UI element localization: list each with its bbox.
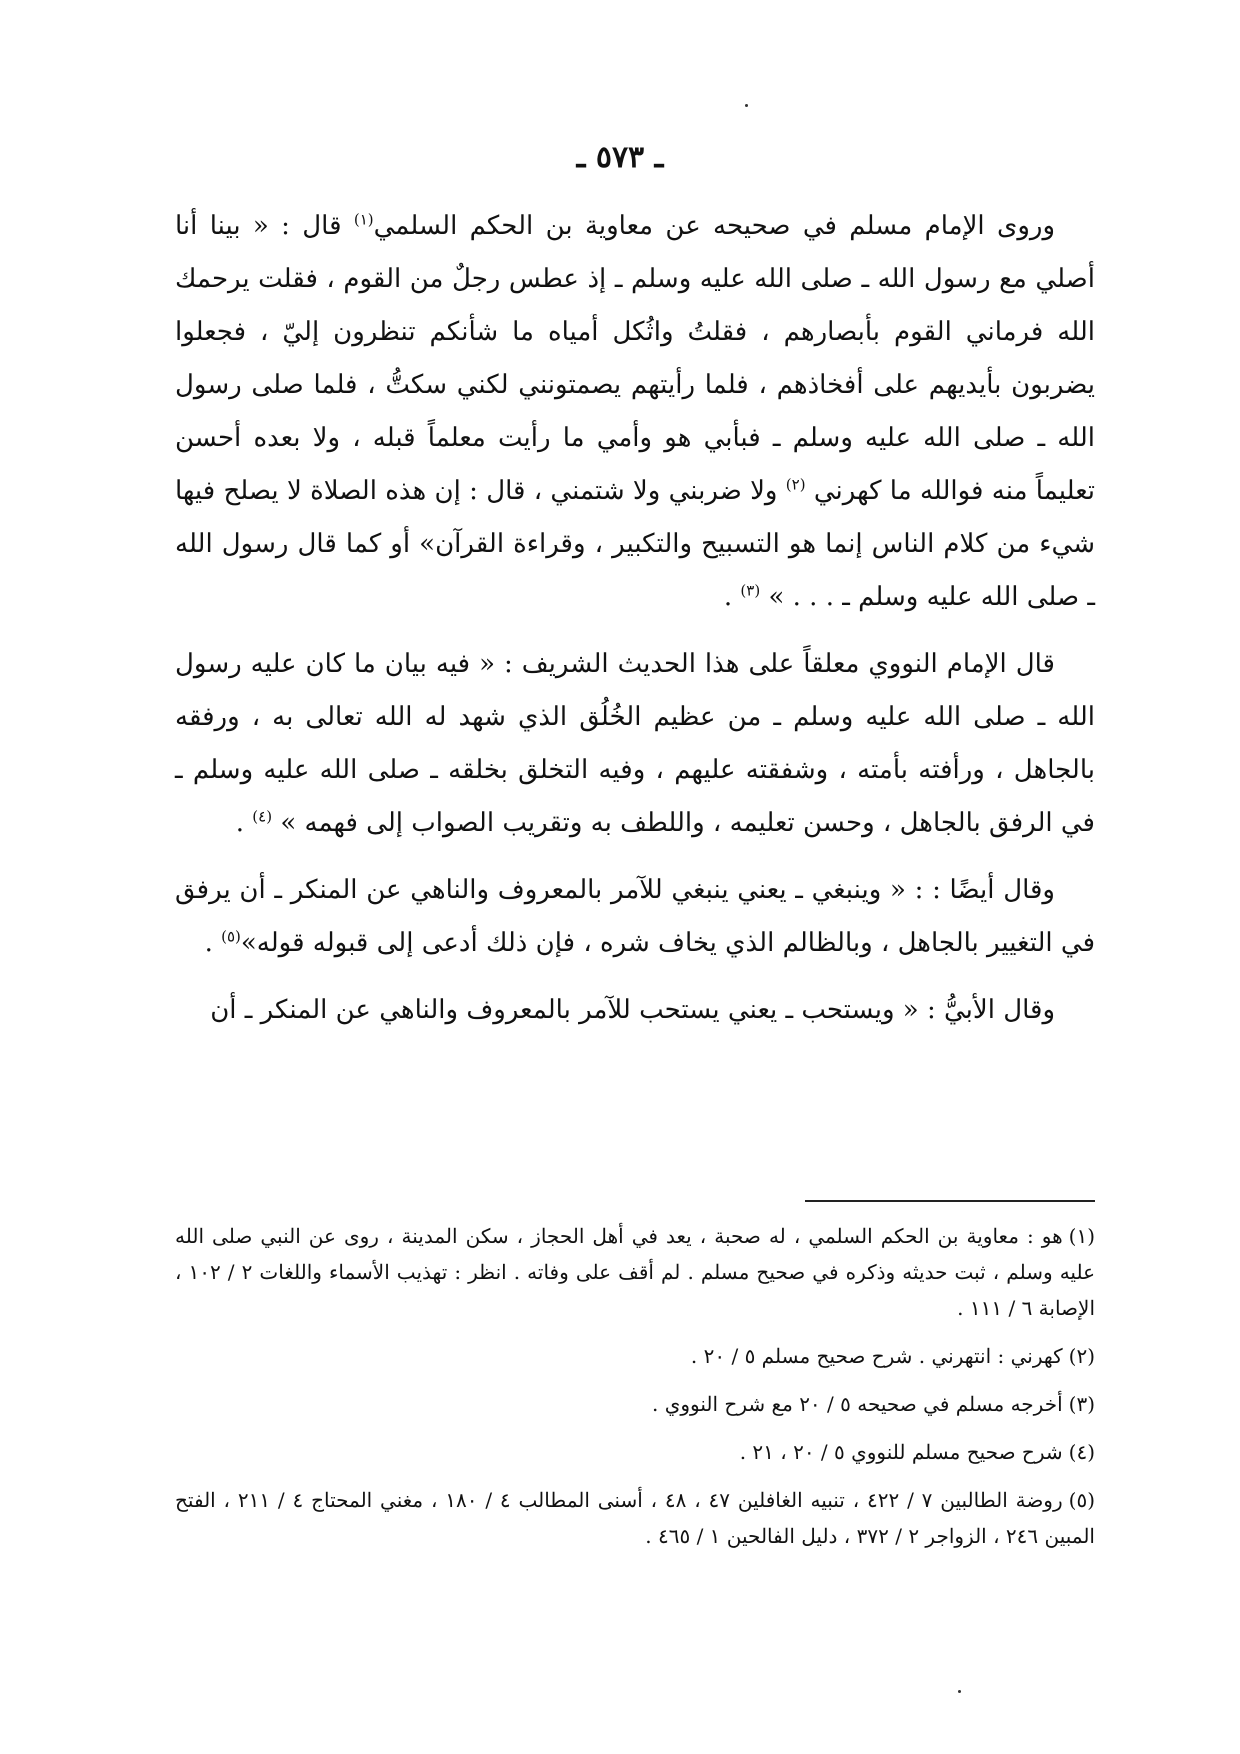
footnotes xyxy=(175,1218,1095,1566)
footnote-text: كهرني : انتهرني . شرح صحيح مسلم ٥ / ٢٠ . xyxy=(690,1344,1063,1368)
paragraph-text: ولا ضربني ولا شتمني ، قال : إن هذه الصلاة لا يصلح فيها شيء من كلام الناس إنما هو التسبيح والتكبير ، وقراءة القرآن» أو كما قال رسول الله ـ صلى الله عليه وسلم ـ . . . » xyxy=(175,476,1095,612)
footnote-ref-2: (٢) xyxy=(785,475,806,494)
scan-speck xyxy=(958,1690,961,1693)
paragraph-2 xyxy=(175,638,1095,850)
footnote-mark: (٢) xyxy=(1068,1344,1095,1368)
paragraph-text: . xyxy=(235,808,253,838)
paragraph-text: وروى الإمام مسلم في صحيحه عن معاوية بن الحكم السلمي xyxy=(373,211,1055,241)
footnote-mark: (١) xyxy=(1068,1224,1095,1248)
footnote-ref-3: (٣) xyxy=(740,581,761,600)
footnote-1 xyxy=(175,1218,1095,1326)
footnote-text: روضة الطالبين ٧ / ٤٢٢ ، تنبيه الغافلين ٤٧ ، ٤٨ ، أسنى المطالب ٤ / ١٨٠ ، مغني المحتاج ٤ / ٢١١ ، الفتح المبين ٢٤٦ ، الزواجر ٢ / ٣٧٢ ، دليل الفالحين ١ / ٤٦٥ . xyxy=(175,1488,1095,1548)
paragraph-text: قال الإمام النووي معلقاً على هذا الحديث الشريف : « فيه بيان ما كان عليه رسول الله ـ صلى الله عليه وسلم ـ من عظيم الخُلُق الذي شهد له الله تعالى به ، ورفقه بالجاهل ، ورأفته بأمته ، وشفقته عليهم ، وفيه التخلق بخلقه ـ صلى الله عليه وسلم ـ في الرفق بالجاهل ، وحسن تعليمه ، واللطف به وتقريب الصواب إلى فهمه » xyxy=(175,649,1095,838)
footnote-text: أخرجه مسلم في صحيحه ٥ / ٢٠ مع شرح النووي . xyxy=(652,1392,1063,1416)
footnote-ref-1: (١) xyxy=(353,210,374,229)
paragraph-4 xyxy=(175,984,1095,1037)
paragraph-text: . xyxy=(723,582,741,612)
footnote-2 xyxy=(175,1338,1095,1374)
footnote-4 xyxy=(175,1434,1095,1470)
scan-speck xyxy=(745,104,748,107)
footnote-mark: (٤) xyxy=(1068,1440,1095,1464)
footnote-ref-5: (٥) xyxy=(221,927,241,946)
paragraph-text: وقال أيضًا : : « وينبغي ـ يعني ينبغي للآمر بالمعروف والناهي عن المنكر ـ أن يرفق في التغيير بالجاهل ، وبالظالم الذي يخاف شره ، فإن ذلك أدعى إلى قبوله قوله» xyxy=(175,875,1095,958)
paragraph-3 xyxy=(175,864,1095,970)
footnote-text: هو : معاوية بن الحكم السلمي ، له صحبة ، يعد في أهل الحجاز ، سكن المدينة ، روى عن النبي صلى الله عليه وسلم ، ثبت حديثه وذكره في صحيح مسلم . لم أقف على وفاته . انظر : تهذيب الأسماء واللغات ٢ / ١٠٢ ، الإصابة ٦ / ١١١ . xyxy=(175,1224,1096,1320)
footnote-divider xyxy=(805,1200,1095,1202)
paragraph-text: . xyxy=(204,928,222,958)
footnote-5 xyxy=(175,1482,1095,1554)
footnote-text: شرح صحيح مسلم للنووي ٥ / ٢٠ ، ٢١ . xyxy=(739,1440,1063,1464)
page-number: ـ ٥٧٣ ـ xyxy=(576,140,664,175)
main-text xyxy=(175,200,1095,1051)
footnote-mark: (٥) xyxy=(1068,1488,1095,1512)
paragraph-text: قال : « بينا أنا أصلي مع رسول الله ـ صلى الله عليه وسلم ـ إذ عطس رجلٌ من القوم ، فقلت يرحمك الله فرماني القوم بأبصارهم ، فقلتُ واثُكل أمياه ما شأنكم تنظرون إليّ ، فجعلوا يضربون بأيديهم على أفخاذهم ، فلما رأيتهم يصمتونني لكني سكتُّ ، فلما صلى رسول الله ـ صلى الله عليه وسلم ـ فبأبي هو وأمي ما رأيت معلماً قبله ، ولا بعده أحسن تعليماً منه فوالله ما كهرني xyxy=(175,211,1095,506)
footnote-ref-4: (٤) xyxy=(252,807,273,826)
paragraph-text: وقال الأبيُّ : « ويستحب ـ يعني يستحب للآمر بالمعروف والناهي عن المنكر ـ أن xyxy=(210,995,1055,1025)
footnote-3 xyxy=(175,1386,1095,1422)
paragraph-1 xyxy=(175,200,1095,624)
footnote-mark: (٣) xyxy=(1068,1392,1095,1416)
